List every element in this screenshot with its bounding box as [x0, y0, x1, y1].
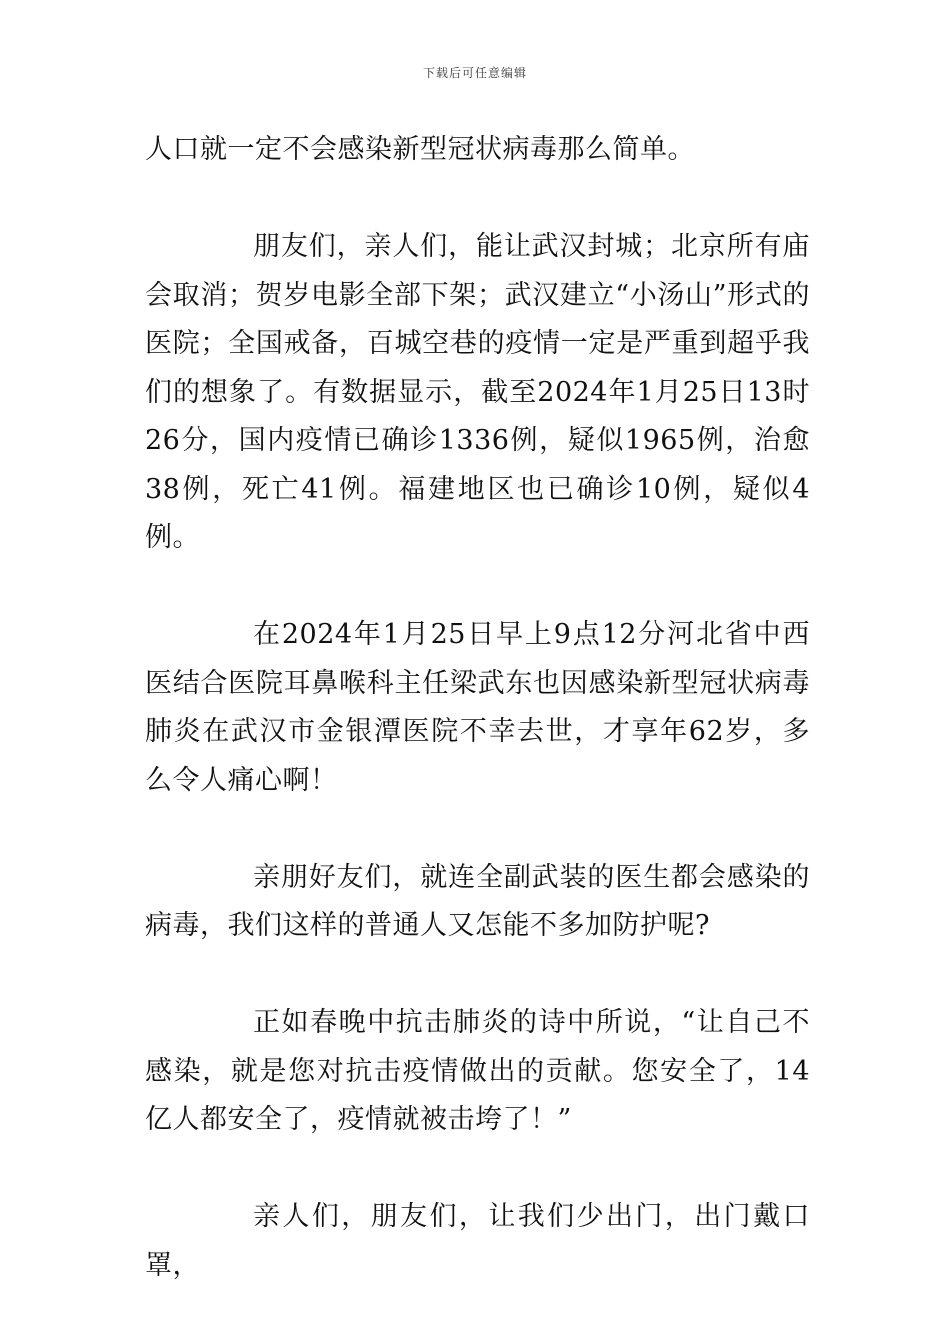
paragraph-appeal: 亲人们，朋友们，让我们少出门，出门戴口罩，	[145, 1201, 810, 1281]
page-header: 下载后可任意编辑	[422, 66, 527, 80]
document-body	[145, 126, 810, 1290]
paragraph-poem-quote: 正如春晚中抗击肺炎的诗中所说，“让自己不感染，就是您对抗击疫情做出的贡献。您安全了，14亿人都安全了，疫情就被击垮了！”	[145, 1007, 810, 1135]
paragraph-doctor-death: 在2024年1月25日早上9点12分河北省中西医结合医院耳鼻喉科主任梁武东也因感染新型冠状病毒肺炎在武汉市金银潭医院不幸去世，才享年62岁，多么令人痛心啊！	[145, 619, 810, 796]
paragraph-protection: 亲朋好友们，就连全副武装的医生都会感染的病毒，我们这样的普通人又怎能不多加防护呢?	[145, 861, 810, 941]
paragraph-continuation: 人口就一定不会感染新型冠状病毒那么简单。	[145, 134, 695, 165]
paragraph-lockdown-stats: 朋友们，亲人们，能让武汉封城；北京所有庙会取消；贺岁电影全部下架；武汉建立“小汤山”形式的医院；全国戒备，百城空巷的疫情一定是严重到超乎我们的想象了。有数据显示，截至2024年1月25日13时26分，国内疫情已确诊1336例，疑似1965例，治愈38例，死亡41例。福建地区也已确诊10例，疑似4例。	[145, 231, 810, 553]
